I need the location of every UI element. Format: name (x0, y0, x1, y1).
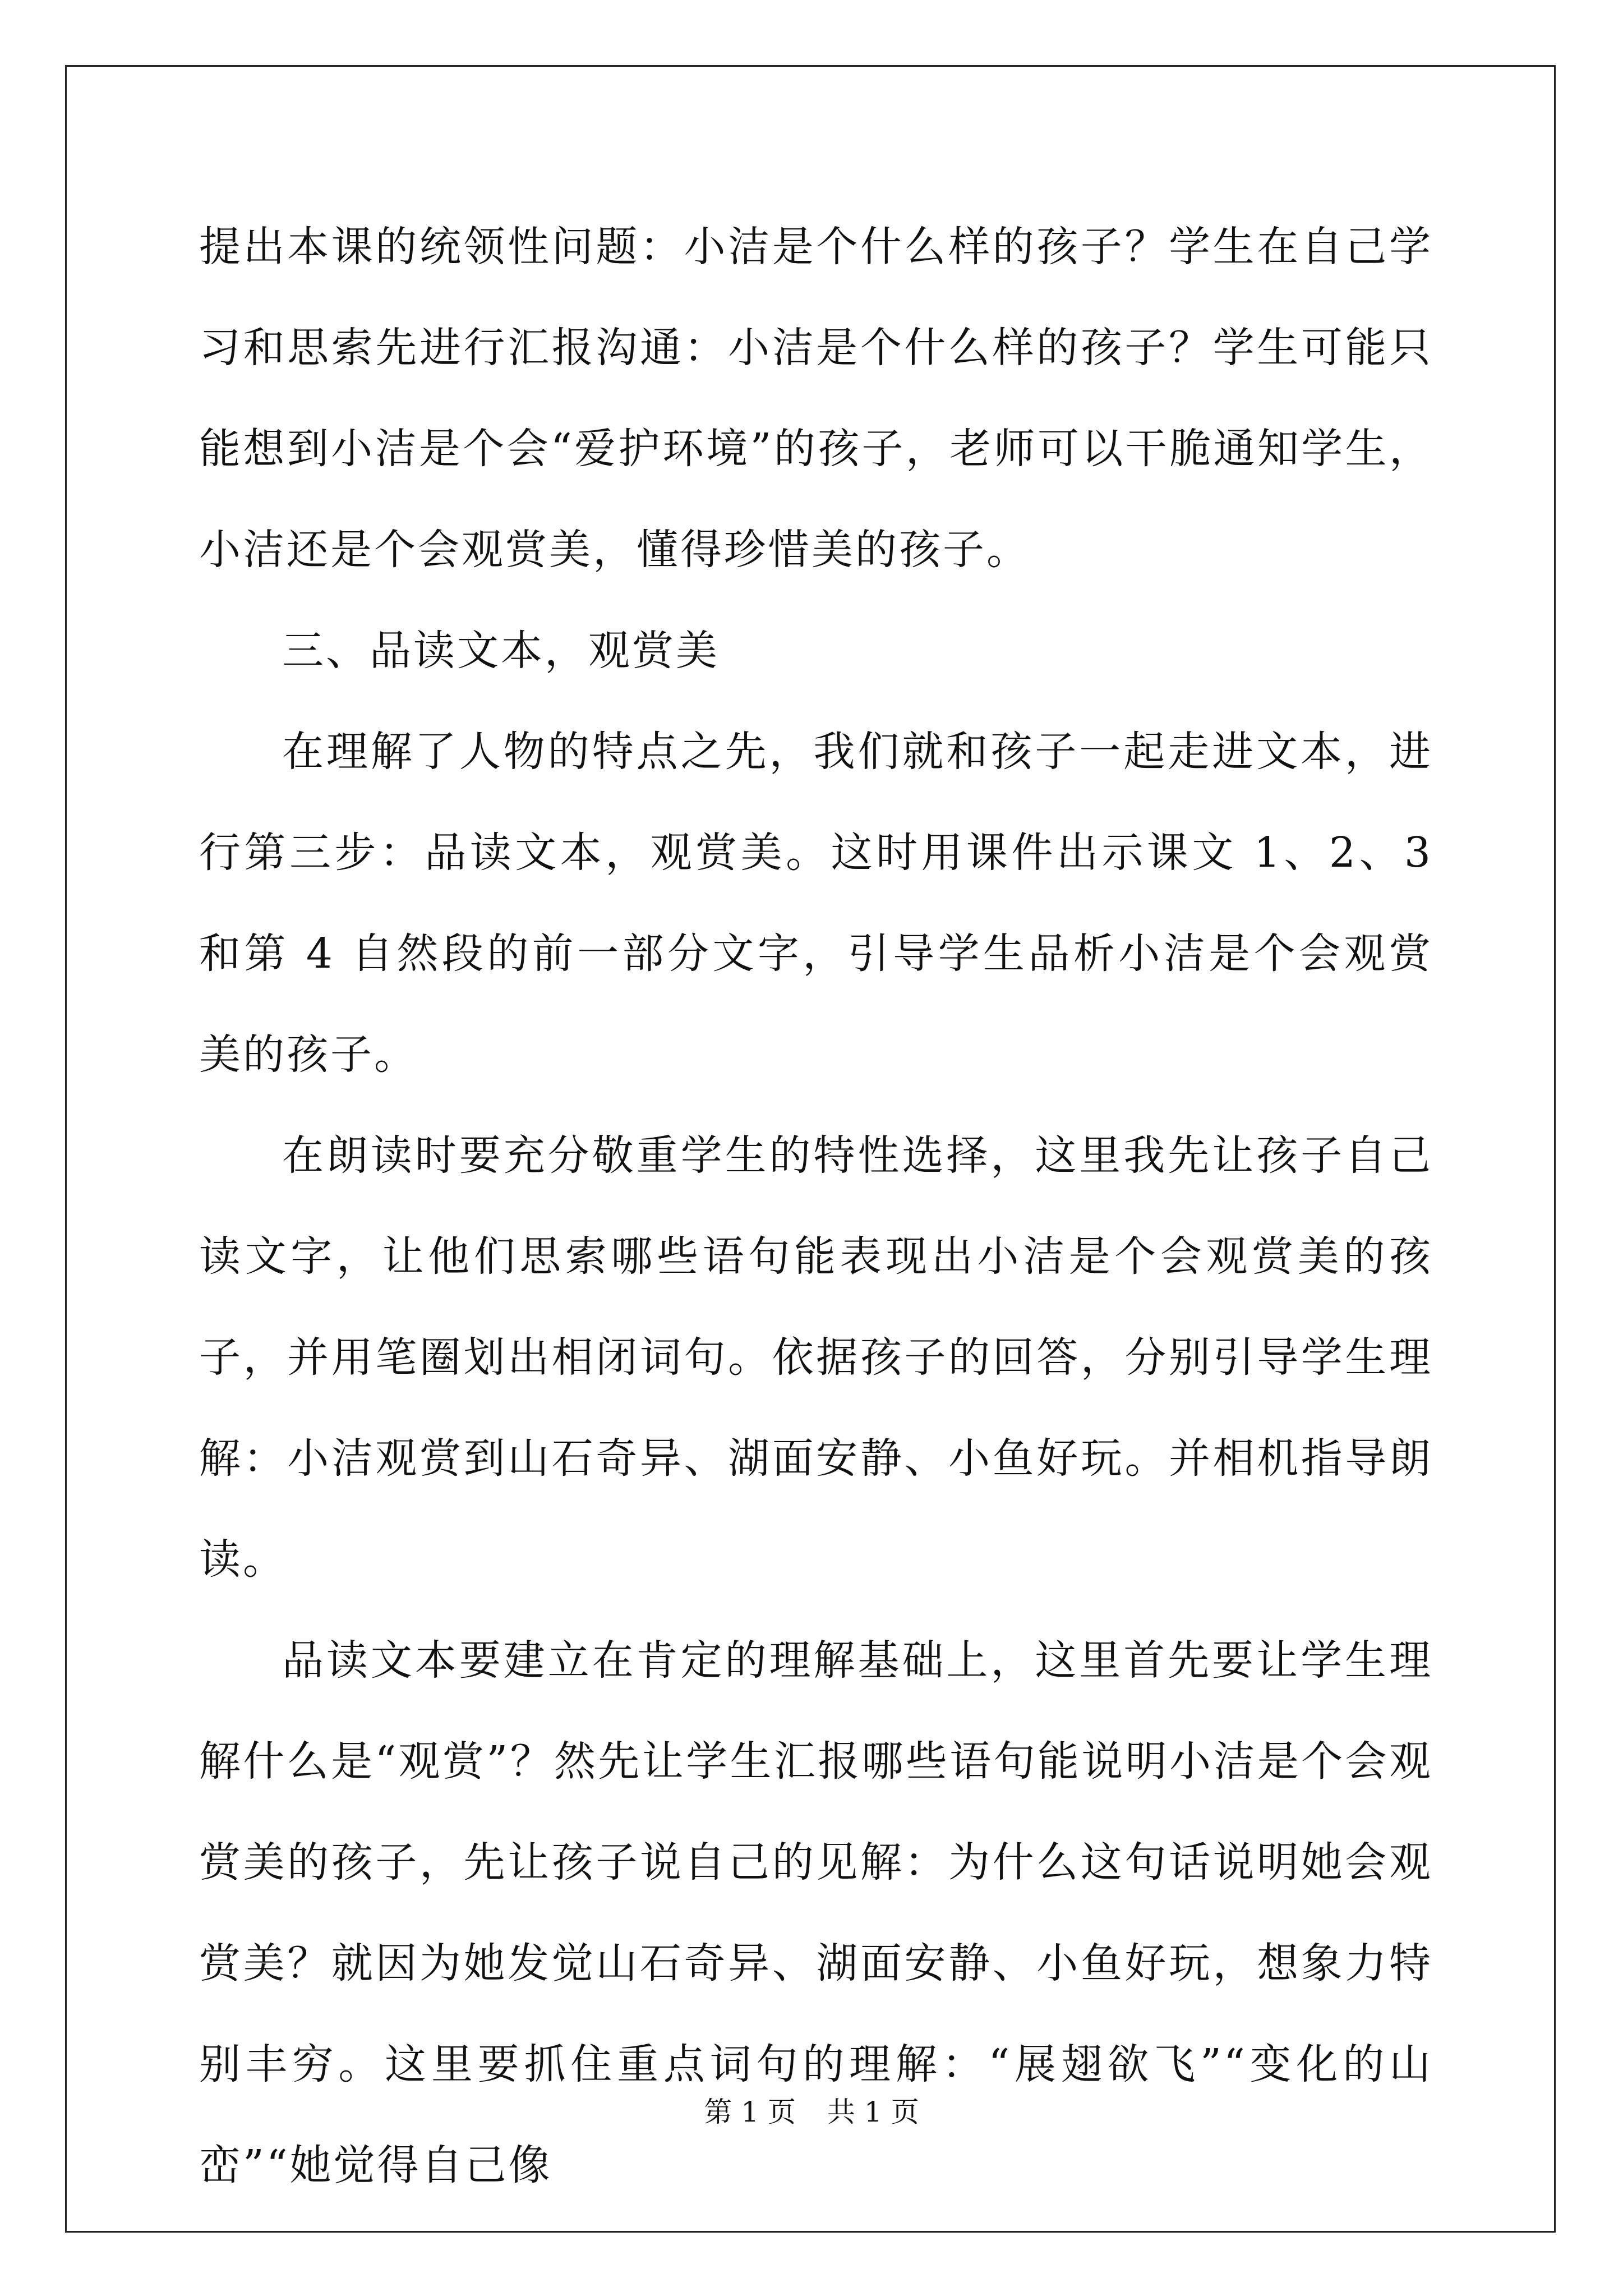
paragraph-5: 品读文本要建立在肯定的理解基础上，这里首先要让学生理解什么是“观赏”？然先让学生汇报哪些语句能说明小洁是个会观赏美的孩子，先让孩子说自己的见解：为什么这句话说明她会观赏美？就因为她发觉山石奇异、湖面安静、小鱼好玩，想象力特别丰穷。这里要抓住重点词句的理解：“展翅欲飞”“变化的山峦”“她觉得自己像 (199, 1636, 1433, 2189)
section-heading-3: 三、品读文本，观赏美 (282, 627, 720, 675)
page-footer (0, 2092, 1623, 2132)
paragraph-4: 在朗读时要充分敬重学生的特性选择，这里我先让孩子自己读文字，让他们思索哪些语句能表现出小洁是个会观赏美的孩子，并用笔圈划出相闭词句。依据孩子的回答，分别引导学生理解：小洁观赏到山石奇异、湖面安静、小鱼好玩。并相机指导朗读。 (199, 1131, 1433, 1584)
document-body (199, 196, 1433, 2216)
page-number: 第 1 页 (704, 2096, 796, 2128)
paragraph-1: 提出本课的统领性问题：小洁是个什么样的孩子？学生在自己学习和思索先进行汇报沟通：小洁是个什么样的孩子？学生可能只能想到小洁是个会“爱护环境”的孩子，老师可以干脆通知学生，小洁还是个会观赏美，懂得珍惜美的孩子。 (199, 223, 1433, 574)
page-total: 共 1 页 (827, 2096, 919, 2128)
paragraph-3: 在理解了人物的特点之先，我们就和孩子一起走进文本，进行第三步：品读文本，观赏美。这时用课件出示课文 1、2、3 和第 4 自然段的前一部分文字，引导学生品析小洁是个会观赏美的孩子。 (199, 728, 1433, 1079)
